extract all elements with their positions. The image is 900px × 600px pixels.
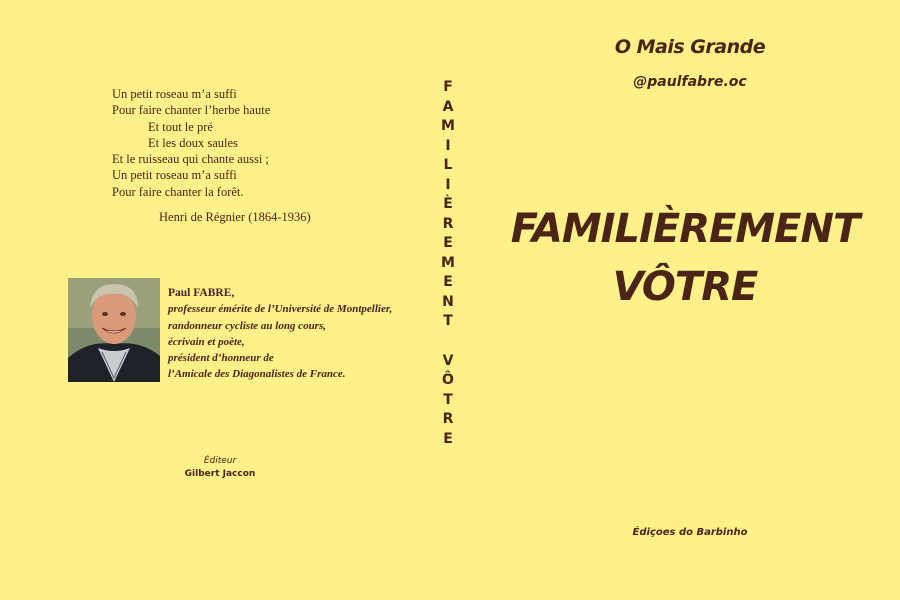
spine-letter: F: [443, 79, 453, 95]
editor-name: Gilbert Jaccon: [184, 469, 256, 479]
author-handle: @paulfabre.oc: [633, 74, 747, 90]
spine-letter: L: [443, 157, 453, 173]
title-line-2: VÔTRE: [612, 264, 758, 310]
spine-letter: N: [442, 293, 454, 310]
spine-letter: E: [443, 430, 453, 447]
publisher-name: Édiçoes do Barbinho: [632, 527, 748, 538]
book-title: [500, 200, 870, 316]
spine-title: [436, 78, 460, 449]
spine-letter: È: [443, 196, 453, 212]
spine-letter: I: [445, 176, 451, 193]
series-name: O Mais Grande: [614, 36, 766, 58]
author-role: président d’honneur de: [168, 352, 274, 365]
author-photo: [68, 278, 160, 382]
title-line-1: FAMILIÈREMENT: [510, 206, 860, 252]
spine-gap: [436, 332, 460, 352]
poem-line: Et tout le pré: [148, 119, 213, 134]
author-role: écrivain et poète,: [168, 335, 245, 348]
spine-letter: A: [442, 98, 454, 115]
poem-line: Et les doux saules: [148, 135, 238, 150]
poem-line: Un petit roseau m’a suffi: [112, 87, 237, 101]
poem: [112, 86, 412, 200]
poem-author: Henri de Régnier (1864-1936): [159, 210, 311, 224]
spine-letter: T: [443, 391, 453, 408]
author-role: randonneur cycliste au long cours,: [168, 319, 326, 332]
spine-letter: I: [445, 137, 451, 154]
spine-letter: R: [442, 215, 454, 232]
poem-line: Pour faire chanter la forêt.: [112, 184, 244, 199]
spine-letter: Ô: [442, 372, 454, 388]
poem-line: Pour faire chanter l’herbe haute: [112, 103, 271, 118]
editor-block: [160, 455, 280, 481]
spine-letter: E: [443, 235, 453, 251]
poem-line: Un petit roseau m’a suffi: [112, 168, 237, 183]
spine-letter: M: [441, 118, 455, 134]
author-bio: [168, 285, 392, 383]
author-role: l’Amicale des Diagonalistes de France.: [168, 368, 346, 381]
poem-line: Et le ruisseau qui chante aussi ;: [112, 152, 269, 167]
author-portrait-image: [68, 278, 160, 382]
author-role: professeur émérite de l’Université de Montpellier,: [168, 303, 393, 316]
spine-letter: V: [442, 352, 454, 369]
spine-letter: E: [443, 274, 453, 290]
spine-letter: M: [441, 254, 455, 271]
spine-letter: T: [443, 313, 453, 329]
author-name: Paul FABRE,: [168, 287, 235, 299]
editor-label: Éditeur: [203, 456, 237, 466]
spine-letter: R: [442, 411, 454, 427]
